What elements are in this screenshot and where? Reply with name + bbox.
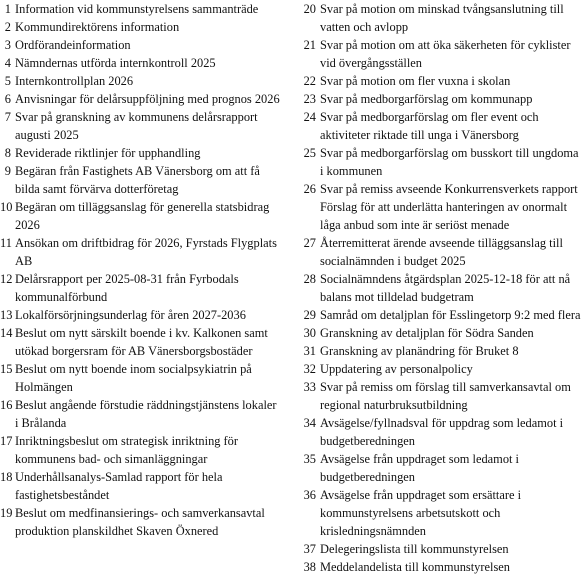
agenda-item xyxy=(299,144,587,180)
agenda-item xyxy=(0,504,294,540)
agenda-item-line: Svar på medborgarförslag om kommunapp xyxy=(320,92,533,106)
agenda-item-number: 38 xyxy=(303,560,316,574)
agenda-item-text xyxy=(15,306,294,324)
agenda-item-line: Information vid kommunstyrelsens sammanträde xyxy=(15,2,259,16)
agenda-item-number: 28 xyxy=(303,272,316,286)
agenda-item-line: Förslag för att underlätta hanteringen av onormalt xyxy=(320,200,568,214)
agenda-item-number: 27 xyxy=(303,236,316,250)
agenda-item-line: socialnämnden i budget 2025 xyxy=(320,254,466,268)
agenda-item xyxy=(299,450,587,486)
agenda-column-left xyxy=(0,0,294,540)
agenda-item xyxy=(0,54,294,72)
agenda-item-number: 17 xyxy=(0,434,13,448)
agenda-item-number: 24 xyxy=(303,110,316,124)
agenda-item-line: Beslut om nytt särskilt boende i kv. Kalkonen samt xyxy=(15,326,268,340)
agenda-item xyxy=(299,360,587,378)
agenda-item-number: 11 xyxy=(0,236,12,250)
agenda-item-text xyxy=(320,180,587,234)
agenda-item-line: vatten och avlopp xyxy=(320,20,409,34)
agenda-item-number: 22 xyxy=(303,74,316,88)
agenda-item-line: krisledningsnämnden xyxy=(320,524,426,538)
agenda-item-number: 36 xyxy=(303,488,316,502)
agenda-item xyxy=(0,108,294,144)
agenda-item-text xyxy=(320,36,587,72)
agenda-item-line: Avsägelse från uppdraget som ersättare i xyxy=(320,488,522,502)
agenda-item-line: Avsägelse/fyllnadsval för uppdrag som ledamot i xyxy=(320,416,564,430)
agenda-item-line: Granskning av detaljplan för Södra Sanden xyxy=(320,326,534,340)
agenda-item-text xyxy=(15,324,294,360)
agenda-item-line: Delårsrapport per 2025-08-31 från Fyrbodals xyxy=(15,272,239,286)
agenda-item-line: kommunalförbund xyxy=(15,290,108,304)
agenda-item-number: 30 xyxy=(303,326,316,340)
agenda-item-text xyxy=(320,306,587,324)
agenda-item-text xyxy=(15,270,294,306)
agenda-item xyxy=(0,198,294,234)
agenda-item-number: 14 xyxy=(0,326,13,340)
agenda-item-number: 5 xyxy=(4,74,11,88)
agenda-item-line: Begäran om tilläggsanslag för generella statsbidrag xyxy=(15,200,270,214)
agenda-item xyxy=(0,324,294,360)
agenda-item-line: Svar på medborgarförslag om busskort till ungdoma xyxy=(320,146,579,160)
agenda-item-number: 29 xyxy=(303,308,316,322)
agenda-item xyxy=(299,180,587,234)
agenda-item-text xyxy=(320,270,587,306)
agenda-item-text xyxy=(320,558,587,576)
agenda-item-line: låga anbud som inte är seriöst menade xyxy=(320,218,510,232)
agenda-item-number: 15 xyxy=(0,362,13,376)
agenda-item-line: Ordförandeinformation xyxy=(15,38,131,52)
agenda-item-text xyxy=(320,486,587,540)
agenda-item xyxy=(0,270,294,306)
agenda-item xyxy=(299,414,587,450)
agenda-item-text xyxy=(15,162,294,198)
agenda-item-line: kommunens bad- och simanläggningar xyxy=(15,452,208,466)
agenda-item-number: 26 xyxy=(303,182,316,196)
agenda-item-line: Anvisningar för delårsuppföljning med prognos 2026 xyxy=(15,92,280,106)
agenda-item-text xyxy=(320,0,587,36)
agenda-item-text xyxy=(15,144,294,162)
agenda-item xyxy=(299,306,587,324)
agenda-item-line: Ansökan om driftbidrag för 2026, Fyrstads Flygplats xyxy=(15,236,277,250)
agenda-item xyxy=(0,90,294,108)
agenda-item xyxy=(0,0,294,18)
agenda-item-text xyxy=(320,90,587,108)
agenda-item-line: Delegeringslista till kommunstyrelsen xyxy=(320,542,509,556)
agenda-item-number: 7 xyxy=(4,110,11,124)
agenda-item-number: 9 xyxy=(4,164,11,178)
agenda-item-line: produktion planskildhet Skaven Öxnered xyxy=(15,524,219,538)
agenda-item-number: 37 xyxy=(303,542,316,556)
agenda-item-line: bilda samt förvärva dotterföretag xyxy=(15,182,179,196)
agenda-item-number: 16 xyxy=(0,398,13,412)
agenda-item-number: 33 xyxy=(303,380,316,394)
agenda-item-text xyxy=(320,324,587,342)
agenda-item-number: 19 xyxy=(0,506,13,520)
agenda-item-text xyxy=(320,144,587,180)
agenda-item-number: 3 xyxy=(4,38,11,52)
agenda-item-line: fastighetsbeståndet xyxy=(15,488,110,502)
agenda-item xyxy=(0,306,294,324)
agenda-item-number: 13 xyxy=(0,308,13,322)
agenda-item xyxy=(0,432,294,468)
agenda-item-line: Svar på motion om minskad tvångsanslutning till xyxy=(320,2,564,16)
agenda-item-line: vid övergångsställen xyxy=(320,56,422,70)
agenda-item-text xyxy=(15,468,294,504)
agenda-item-line: Avsägelse från uppdraget som ledamot i xyxy=(320,452,519,466)
agenda-item-line: i Brålanda xyxy=(15,416,67,430)
agenda-item-text xyxy=(15,36,294,54)
agenda-item xyxy=(0,162,294,198)
agenda-item-number: 6 xyxy=(4,92,11,106)
agenda-item-line: Holmängen xyxy=(15,380,73,394)
agenda-item-number: 21 xyxy=(303,38,316,52)
agenda-item xyxy=(0,360,294,396)
agenda-item xyxy=(0,144,294,162)
agenda-item-line: Inriktningsbeslut om strategisk inriktning för xyxy=(15,434,239,448)
agenda-item-text xyxy=(15,396,294,432)
agenda-item-text xyxy=(15,90,294,108)
agenda-item-text xyxy=(320,72,587,90)
agenda-item-line: Kommundirektörens information xyxy=(15,20,180,34)
agenda-item xyxy=(0,468,294,504)
agenda-item-text xyxy=(15,360,294,396)
agenda-item-number: 32 xyxy=(303,362,316,376)
agenda-item-line: regional naturbruksutbildning xyxy=(320,398,468,412)
agenda-item-text xyxy=(15,234,294,270)
agenda-item xyxy=(299,270,587,306)
agenda-item-line: Svar på remiss avseende Konkurrensverkets rapport xyxy=(320,182,578,196)
agenda-item-line: i kommunen xyxy=(320,164,383,178)
agenda-item-line: 2026 xyxy=(15,218,40,232)
agenda-item-line: Nämndernas utförda internkontroll 2025 xyxy=(15,56,216,70)
agenda-item-number: 2 xyxy=(4,20,11,34)
agenda-item-line: budgetberedningen xyxy=(320,434,415,448)
agenda-item-text xyxy=(320,450,587,486)
agenda-item-number: 34 xyxy=(303,416,316,430)
agenda-item-text xyxy=(15,54,294,72)
agenda-item-text xyxy=(320,342,587,360)
agenda-item xyxy=(299,72,587,90)
agenda-item-number: 12 xyxy=(0,272,13,286)
agenda-item xyxy=(0,18,294,36)
agenda-item xyxy=(0,72,294,90)
agenda-item-number: 4 xyxy=(4,56,11,70)
agenda-item-text xyxy=(320,108,587,144)
agenda-item-line: Svar på remiss om förslag till samverkansavtal om xyxy=(320,380,571,394)
agenda-item xyxy=(299,486,587,540)
agenda-item-text xyxy=(320,378,587,414)
agenda-item-text xyxy=(320,234,587,270)
agenda-item-text xyxy=(320,360,587,378)
agenda-item-line: Svar på medborgarförslag om fler event och xyxy=(320,110,539,124)
agenda-item xyxy=(299,234,587,270)
agenda-item-line: aktiviteter riktade till unga i Vänersborg xyxy=(320,128,519,142)
agenda-item xyxy=(0,234,294,270)
agenda-item-line: Uppdatering av personalpolicy xyxy=(320,362,473,376)
agenda-item-line: Återremitterat ärende avseende tilläggsanslag till xyxy=(320,236,563,250)
agenda-item-line: augusti 2025 xyxy=(15,128,79,142)
agenda-item xyxy=(299,342,587,360)
agenda-item-line: Lokalförsörjningsunderlag för åren 2027-2036 xyxy=(15,308,246,322)
agenda-item-text xyxy=(15,108,294,144)
agenda-item-number: 35 xyxy=(303,452,316,466)
agenda-item-line: Samråd om detaljplan för Esslingetorp 9:2 med flera xyxy=(320,308,581,322)
agenda-item-line: Beslut angående förstudie räddningstjänstens lokaler xyxy=(15,398,277,412)
agenda-item-line: kommunstyrelsens arbetsutskott och xyxy=(320,506,501,520)
agenda-item xyxy=(299,90,587,108)
agenda-item xyxy=(299,0,587,36)
agenda-item-text xyxy=(15,198,294,234)
agenda-item xyxy=(0,36,294,54)
agenda-item-number: 31 xyxy=(303,344,316,358)
agenda-item-line: Svar på motion om fler vuxna i skolan xyxy=(320,74,511,88)
agenda-item-line: Internkontrollplan 2026 xyxy=(15,74,134,88)
agenda-item-number: 25 xyxy=(303,146,316,160)
agenda-item xyxy=(299,108,587,144)
agenda-item-line: Beslut om nytt boende inom socialpsykiatrin på xyxy=(15,362,252,376)
agenda-item-line: AB xyxy=(15,254,33,268)
agenda-item-number: 10 xyxy=(0,200,13,214)
agenda-item-line: utökad borgersram för AB Vänersborgsbostäder xyxy=(15,344,253,358)
agenda-item-number: 23 xyxy=(303,92,316,106)
agenda-item-line: Granskning av planändring för Bruket 8 xyxy=(320,344,519,358)
agenda-item-line: Socialnämndens åtgärdsplan 2025-12-18 för att nå xyxy=(320,272,571,286)
agenda-item xyxy=(299,558,587,576)
agenda-column-right xyxy=(299,0,587,576)
agenda-item-line: Begäran från Fastighets AB Vänersborg om att få xyxy=(15,164,260,178)
agenda-item-line: Beslut om medfinansierings- och samverkansavtal xyxy=(15,506,265,520)
agenda-item xyxy=(299,540,587,558)
agenda-item-line: Svar på granskning av kommunens delårsrapport xyxy=(15,110,258,124)
agenda-item-line: Underhållsanalys-Samlad rapport för hela xyxy=(15,470,223,484)
agenda-item-text xyxy=(320,540,587,558)
agenda-item-number: 20 xyxy=(303,2,316,16)
agenda-item-text xyxy=(15,432,294,468)
agenda-item-number: 1 xyxy=(4,2,11,16)
agenda-item-number: 18 xyxy=(0,470,13,484)
agenda-item-line: budgetberedningen xyxy=(320,470,415,484)
agenda-item-line: Svar på motion om att öka säkerheten för cyklister xyxy=(320,38,571,52)
agenda-item xyxy=(299,324,587,342)
agenda-item xyxy=(299,378,587,414)
agenda-item-number: 8 xyxy=(4,146,11,160)
agenda-item-line: Reviderade riktlinjer för upphandling xyxy=(15,146,201,160)
agenda-item-line: balans mot tilldelad budgetram xyxy=(320,290,474,304)
agenda-item-text xyxy=(15,72,294,90)
agenda-item-text xyxy=(15,18,294,36)
agenda-item xyxy=(0,396,294,432)
agenda-item-text xyxy=(15,0,294,18)
agenda-item-text xyxy=(320,414,587,450)
agenda-item-text xyxy=(15,504,294,540)
agenda-item xyxy=(299,36,587,72)
agenda-item-line: Meddelandelista till kommunstyrelsen xyxy=(320,560,510,574)
